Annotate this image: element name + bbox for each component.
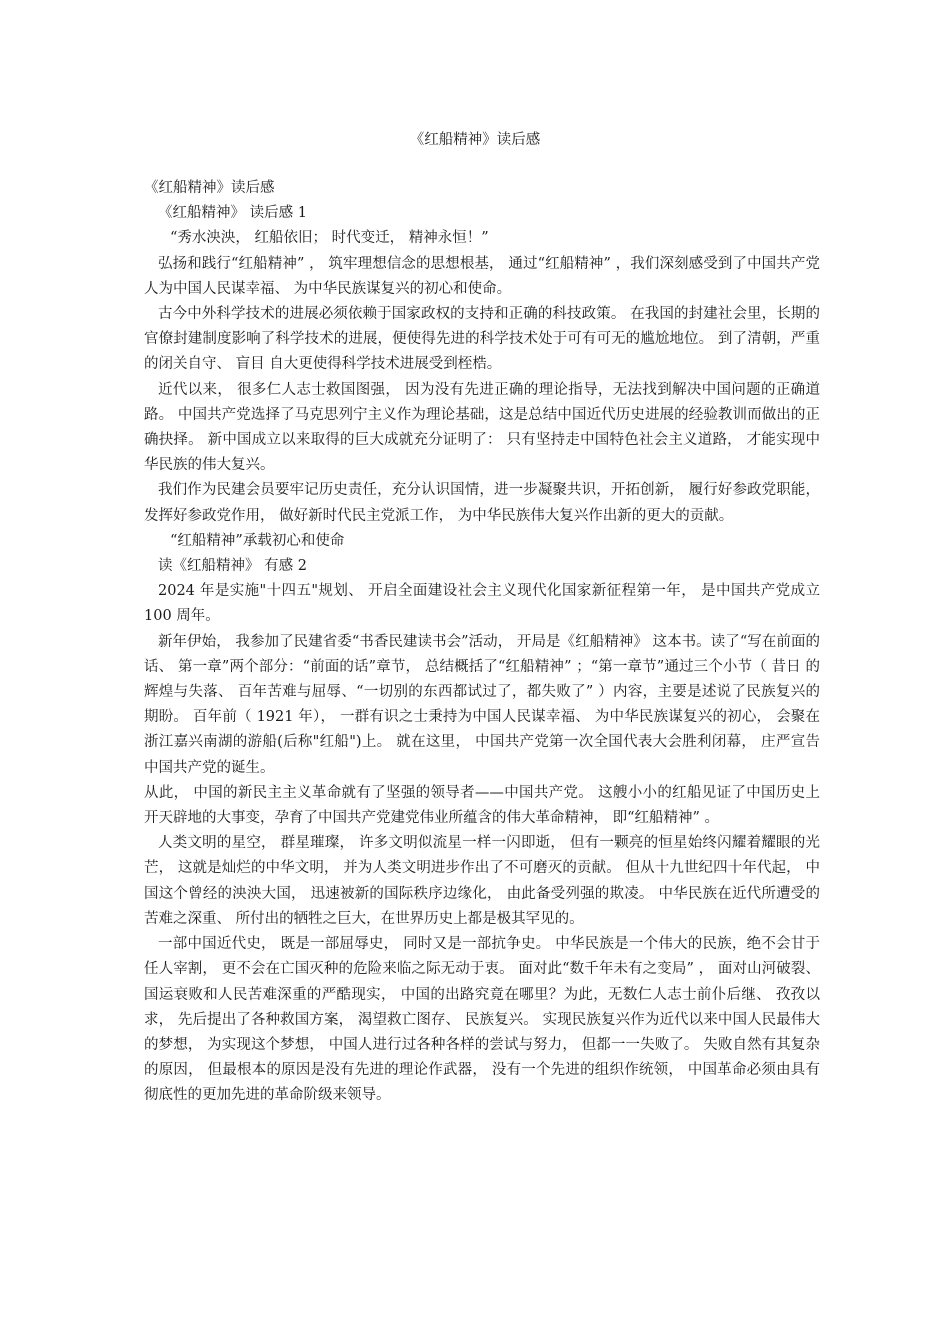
paragraph: 从此， 中国的新民主主义革命就有了坚强的领导者——中国共产党。 这艘小小的红船见证了中国历史上开天辟地的大事变，孕育了中国共产党建党伟业所蕴含的伟大革命精神， 即“红船精神” 。 <box>144 784 820 827</box>
paragraph: 读《红船精神》 有感 2 <box>158 558 307 575</box>
paragraph: “红船精神”承载初心和使命 <box>170 532 345 549</box>
paragraph: 我们作为民建会员要牢记历史责任，充分认识国情，进一步凝聚共识，开拓创新， 履行好参政党职能， 发挥好参政党作用， 做好新时代民主党派工作， 为中华民族伟大复兴作出新的更大的贡献。 <box>144 482 820 524</box>
paragraph: 2024 年是实施"十四五"规划、 开启全面建设社会主义现代化国家新征程第一年， 是中国共产党成立 100 周年。 <box>144 583 820 625</box>
paragraph: 新年伊始， 我参加了民建省委“书香民建读书会”活动， 开局是《红船精神》 这本书。读了“写在前面的话、 第一章”两个部分：“前面的话”章节， 总结概括了“红船精神” ；“第一章节”通过三个小节（ 昔日 的辉煌与失落、 百年苦难与屈辱、“一切别的东西都试过了，都失败了” ）内容，主要是述说了民族复兴的期盼。 百年前（ 1921 年）， 一群有识之士秉持为中国人民谋幸福、 为中华民族谋复兴的初心， 会聚在浙江嘉兴南湖的游船(后称"红船")上。 就在这里， 中国共产党第一次全国代表大会胜利闭幕， 庄严宣告中国共产党的诞生。 <box>144 633 820 776</box>
paragraph: 《红船精神》读后感 <box>144 180 275 196</box>
paragraph: “秀水泱泱， 红船依旧； 时代变迁， 精神永恒！” <box>170 230 489 247</box>
paragraph: 一部中国近代史， 既是一部屈辱史， 同时又是一部抗争史。 中华民族是一个伟大的民族，绝不会甘于任人宰割， 更不会在亡国灭种的危险来临之际无动于衷。 面对此“数千年未有之变局” ， 面对山河破裂、 国运衰败和人民苦难深重的严酷现实， 中国的出路究竟在哪里？为此，无数仁人志士前仆后继、 孜孜以求， 先后提出了各种救国方案， 渴望救亡图存、 民族复兴。 实现民族复兴作为近代以来中国人民最伟大的梦想， 为实现这个梦想， 中国人进行过各种各样的尝试与努力， 但都一一失败了。 失败自然有其复杂的原因， 但最根本的原因是没有先进的理论作武器， 没有一个先进的组织作统领， 中国革命必须由具有彻底性的更加先进的革命阶级来领导。 <box>144 936 820 1104</box>
document-body <box>144 176 820 1109</box>
paragraph: 弘扬和践行“红船精神” ， 筑牢理想信念的思想根基， 通过“红船精神” ，我们深刻感受到了中国共产党人为中国人民谋幸福、 为中华民族谋复兴的初心和使命。 <box>144 255 820 297</box>
document-title: 《红船精神》读后感 <box>409 132 541 148</box>
paragraph: 人类文明的星空， 群星璀璨， 许多文明似流星一样一闪即逝， 但有一颗亮的恒星始终闪耀着耀眼的光芒， 这就是灿烂的中华文明， 并为人类文明进步作出了不可磨灭的贡献。 但从十九世纪四十年代起， 中国这个曾经的泱泱大国， 迅速被新的国际秩序边缘化， 由此备受列强的欺凌。 中华民族在近代所遭受的苦难之深重、 所付出的牺牲之巨大，在世界历史上都是极其罕见的。 <box>144 835 820 927</box>
paragraph: 古今中外科学技术的进展必须依赖于国家政权的支持和正确的科技政策。 在我国的封建社会里，长期的官僚封建制度影响了科学技术的进展，便使得先进的科学技术处于可有可无的尴尬地位。 到了清朝，严重的闭关自守、 盲目 自大更使得科学技术进展受到桎梏。 <box>144 306 820 373</box>
paragraph: 《红船精神》 读后感 1 <box>158 205 307 222</box>
paragraph: 近代以来， 很多仁人志士救国图强， 因为没有先进正确的理论指导，无法找到解决中国问题的正确道路。 中国共产党选择了马克思列宁主义作为理论基础，这是总结中国近代历史进展的经验教训而做出的正确抉择。 新中国成立以来取得的巨大成就充分证明了： 只有坚持走中国特色社会主义道路， 才能实现中华民族的伟大复兴。 <box>144 381 820 474</box>
